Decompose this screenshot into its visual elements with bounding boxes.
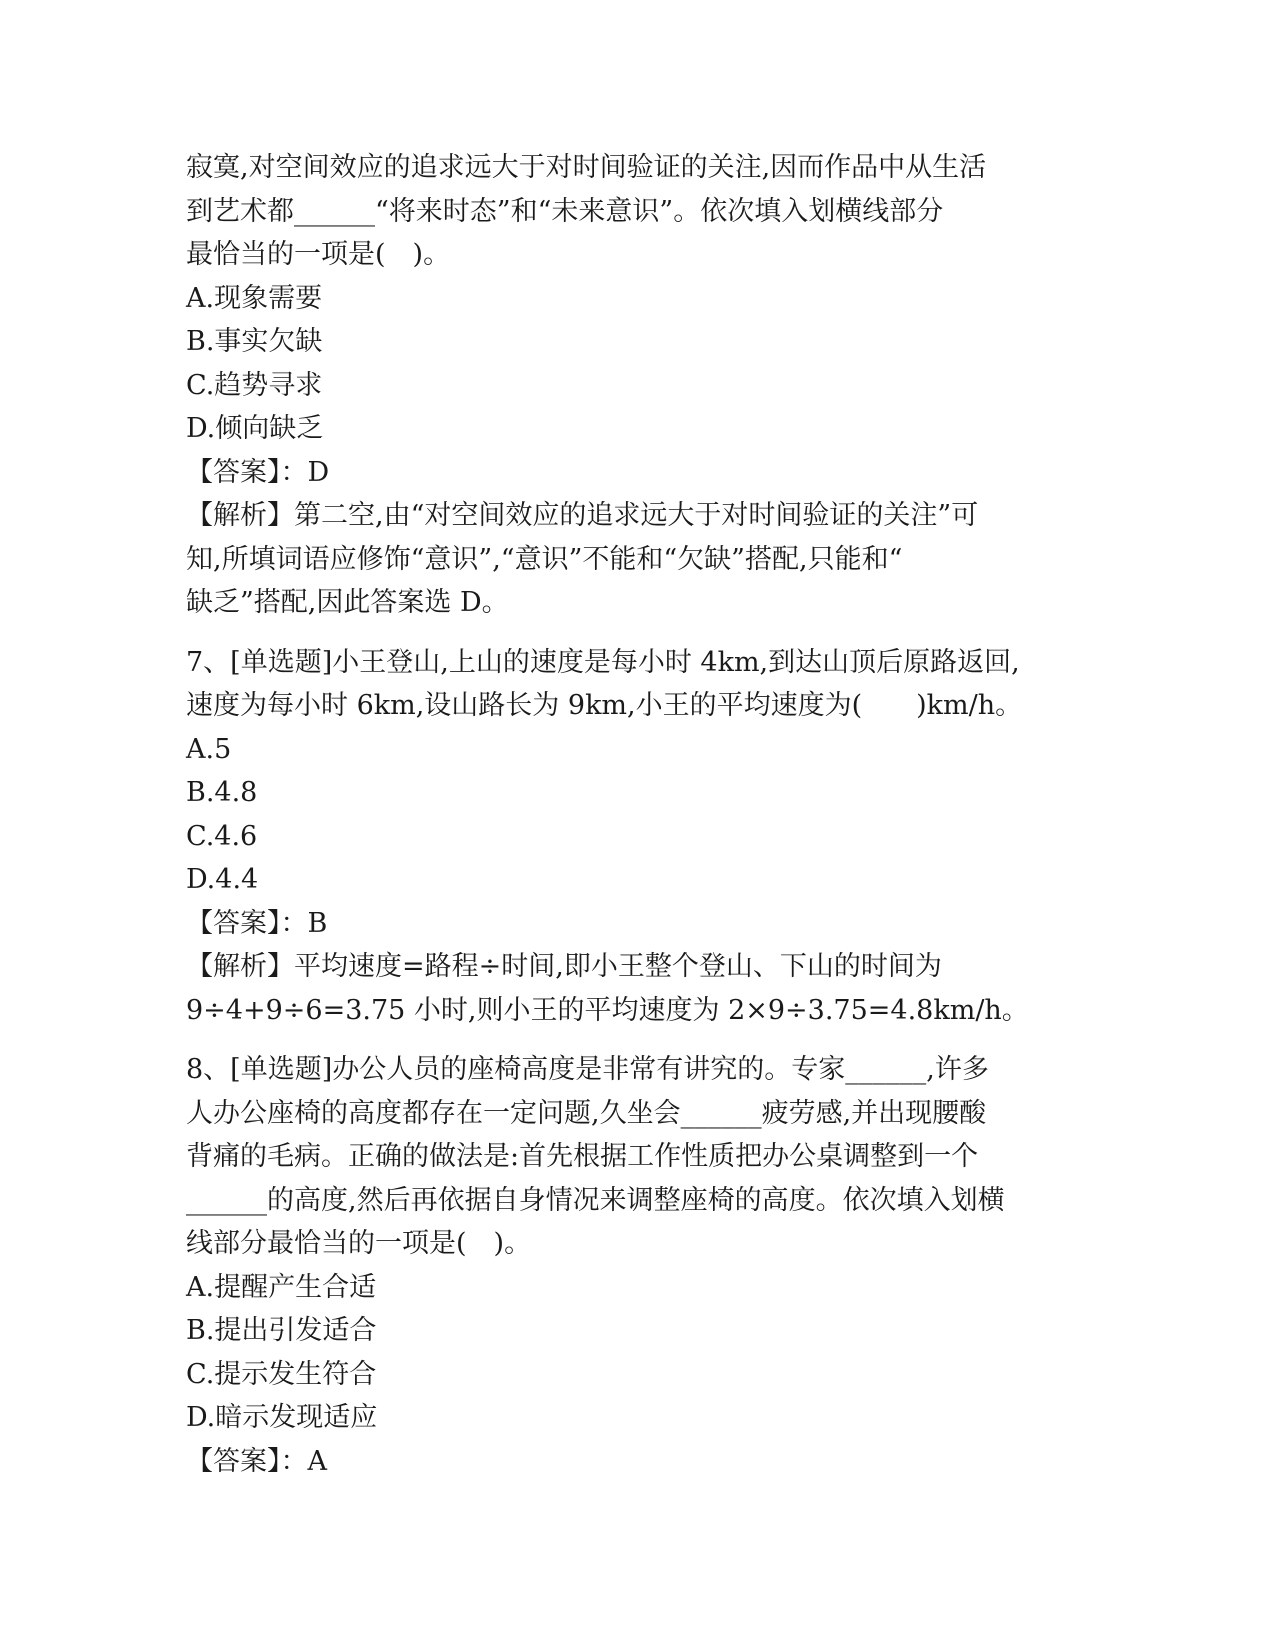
question-stem-line: 到艺术都______“将来时态”和“未来意识”。依次填入划横线部分 bbox=[186, 195, 944, 227]
analysis-line: 【解析】第二空,由“对空间效应的追求远大于对时间验证的关注”可 bbox=[186, 500, 979, 531]
question-stem-line: 8、[单选题]办公人员的座椅高度是非常有讲究的。专家______,许多 bbox=[186, 1054, 989, 1085]
question-stem-line: 线部分最恰当的一项是( )。 bbox=[186, 1228, 532, 1259]
question-stem-line: 最恰当的一项是( )。 bbox=[186, 239, 451, 270]
option-a: A.5 bbox=[186, 733, 232, 765]
option-d: D.暗示发现适应 bbox=[186, 1402, 378, 1433]
answer-line: 【答案】：B bbox=[186, 907, 328, 939]
question-stem-line: 速度为每小时 6km,设山路长为 9km,小王的平均速度为( )km/h。 bbox=[186, 690, 1023, 721]
question-7 bbox=[186, 641, 1086, 1033]
question-stem-line: 7、[单选题]小王登山,上山的速度是每小时 4km,到达山顶后原路返回, bbox=[186, 646, 1020, 678]
option-b: B.4.8 bbox=[186, 777, 258, 808]
option-c: C.趋势寻求 bbox=[186, 369, 323, 401]
answer-line: 【答案】：A bbox=[186, 1445, 327, 1477]
question-8 bbox=[186, 1048, 1086, 1483]
option-d: D.倾向缺乏 bbox=[186, 413, 324, 444]
analysis-line: 【解析】平均速度=路程÷时间,即小王整个登山、下山的时间为 bbox=[186, 951, 942, 982]
option-b: B.提出引发适合 bbox=[186, 1315, 377, 1346]
question-6-continuation bbox=[186, 146, 1086, 625]
question-stem-line: 寂寞,对空间效应的追求远大于对时间验证的关注,因而作品中从生活 bbox=[186, 152, 987, 183]
analysis-line: 知,所填词语应修饰“意识”,“意识”不能和“欠缺”搭配,只能和“ bbox=[186, 543, 903, 575]
option-c: C.4.6 bbox=[186, 820, 258, 852]
option-c: C.提示发生符合 bbox=[186, 1358, 377, 1390]
question-stem-line: 人办公座椅的高度都存在一定问题,久坐会______疲劳感,并出现腰酸 bbox=[186, 1097, 987, 1129]
option-b: B.事实欠缺 bbox=[186, 326, 323, 357]
option-d: D.4.4 bbox=[186, 864, 259, 895]
answer-line: 【答案】：D bbox=[186, 456, 330, 488]
section-gap bbox=[186, 625, 1086, 641]
option-a: A.提醒产生合适 bbox=[186, 1271, 377, 1303]
question-stem-line: ______的高度,然后再依据自身情况来调整座椅的高度。依次填入划横 bbox=[186, 1184, 1005, 1216]
question-stem-line: 背痛的毛病。正确的做法是:首先根据工作性质把办公桌调整到一个 bbox=[186, 1141, 979, 1172]
section-gap bbox=[186, 1032, 1086, 1048]
option-a: A.现象需要 bbox=[186, 282, 323, 314]
analysis-line: 缺乏”搭配,因此答案选 D。 bbox=[186, 587, 509, 618]
analysis-line: 9÷4+9÷6=3.75 小时,则小王的平均速度为 2×9÷3.75=4.8km/h。 bbox=[186, 994, 1029, 1026]
document-content bbox=[186, 146, 1086, 1483]
